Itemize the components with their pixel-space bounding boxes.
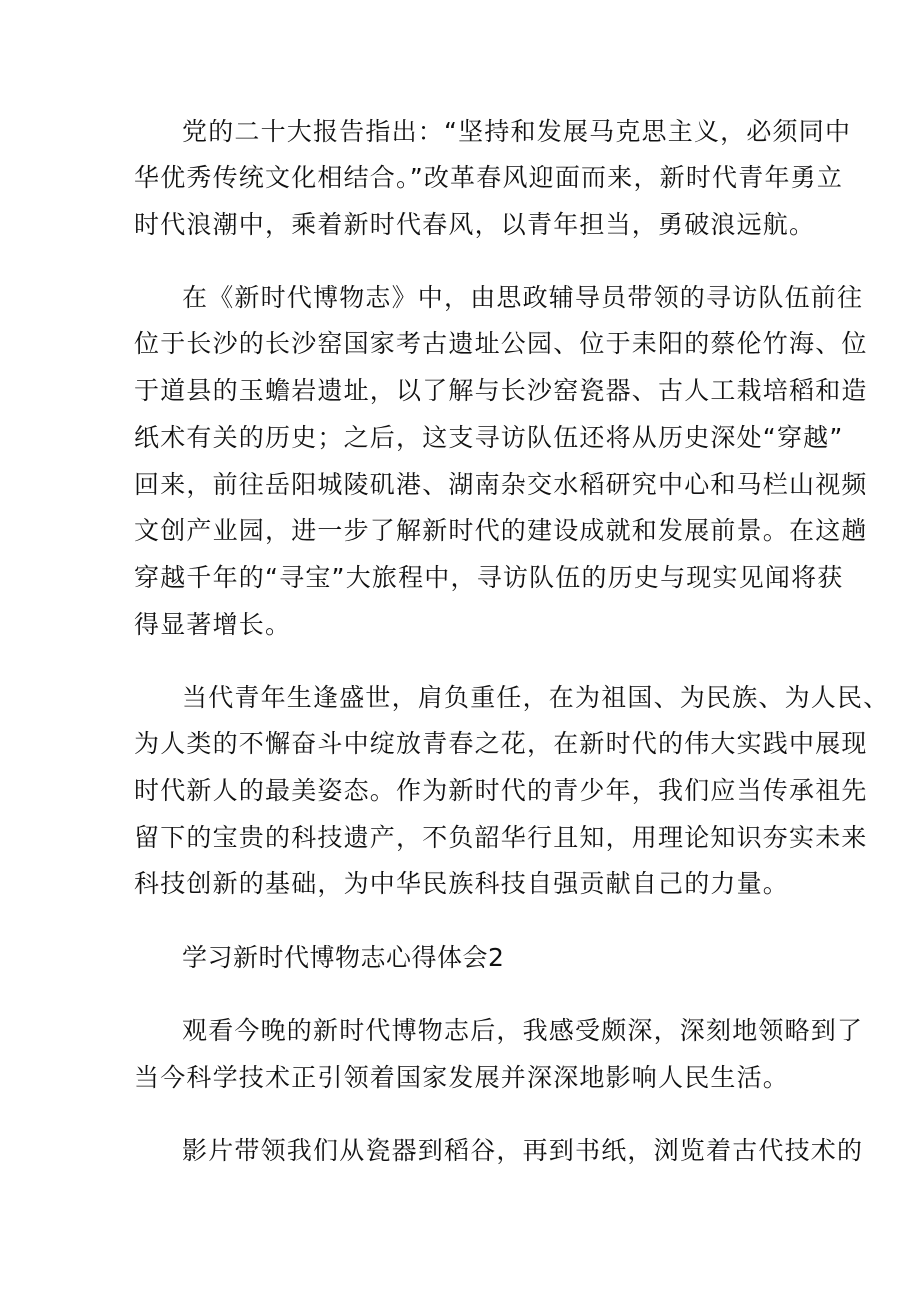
text-line: 位于长沙的长沙窑国家考古遗址公园、位于耒阳的蔡伦竹海、位 <box>134 329 868 358</box>
text-line: 留下的宝贵的科技遗产，不负韶华行且知，用理论知识夯实未来 <box>134 823 868 852</box>
text-line: 得显著增长。 <box>134 610 292 639</box>
text-line: 回来，前往岳阳城陵矶港、湖南杂交水稻研究中心和马栏山视频 <box>134 470 868 499</box>
text-line: 文创产业园，进一步了解新时代的建设成就和发展前景。在这趟 <box>134 516 868 545</box>
text-line: 华优秀传统文化相结合。”改革春风迎面而来，新时代青年勇立 <box>134 163 844 192</box>
text-line: 穿越千年的“寻宝”大旅程中，寻访队伍的历史与现实见闻将获 <box>134 563 844 592</box>
text-line: 观看今晚的新时代博物志后，我感受颇深，深刻地领略到了 <box>182 1016 864 1045</box>
text-line: 当今科学技术正引领着国家发展并深深地影响人民生活。 <box>134 1063 790 1092</box>
text-line: 在《新时代博物志》中，由思政辅导员带领的寻访队伍前往 <box>182 283 864 312</box>
text-line: 时代浪潮中，乘着新时代春风，以青年担当，勇破浪远航。 <box>134 210 816 239</box>
heading-text: 学习新时代博物志心得体会2 <box>182 943 505 972</box>
text-line: 为人类的不懈奋斗中绽放青春之花，在新时代的伟大实践中展现 <box>134 729 868 758</box>
text-line: 于道县的玉蟾岩遗址，以了解与长沙窑瓷器、古人工栽培稻和造 <box>134 376 868 405</box>
text-line: 纸术有关的历史；之后，这支寻访队伍还将从历史深处“穿越” <box>134 423 844 452</box>
text-line: 党的二十大报告指出：“坚持和发展马克思主义，必须同中 <box>182 117 852 146</box>
text-line: 科技创新的基础，为中华民族科技自强贡献自己的力量。 <box>134 869 790 898</box>
text-line: 当代青年生逢盛世，肩负重任，在为祖国、为民族、为人民、 <box>182 683 890 712</box>
text-line: 时代新人的最美姿态。作为新时代的青少年，我们应当传承祖先 <box>134 776 868 805</box>
text-line: 影片带领我们从瓷器到稻谷，再到书纸，浏览着古代技术的 <box>182 1136 864 1165</box>
